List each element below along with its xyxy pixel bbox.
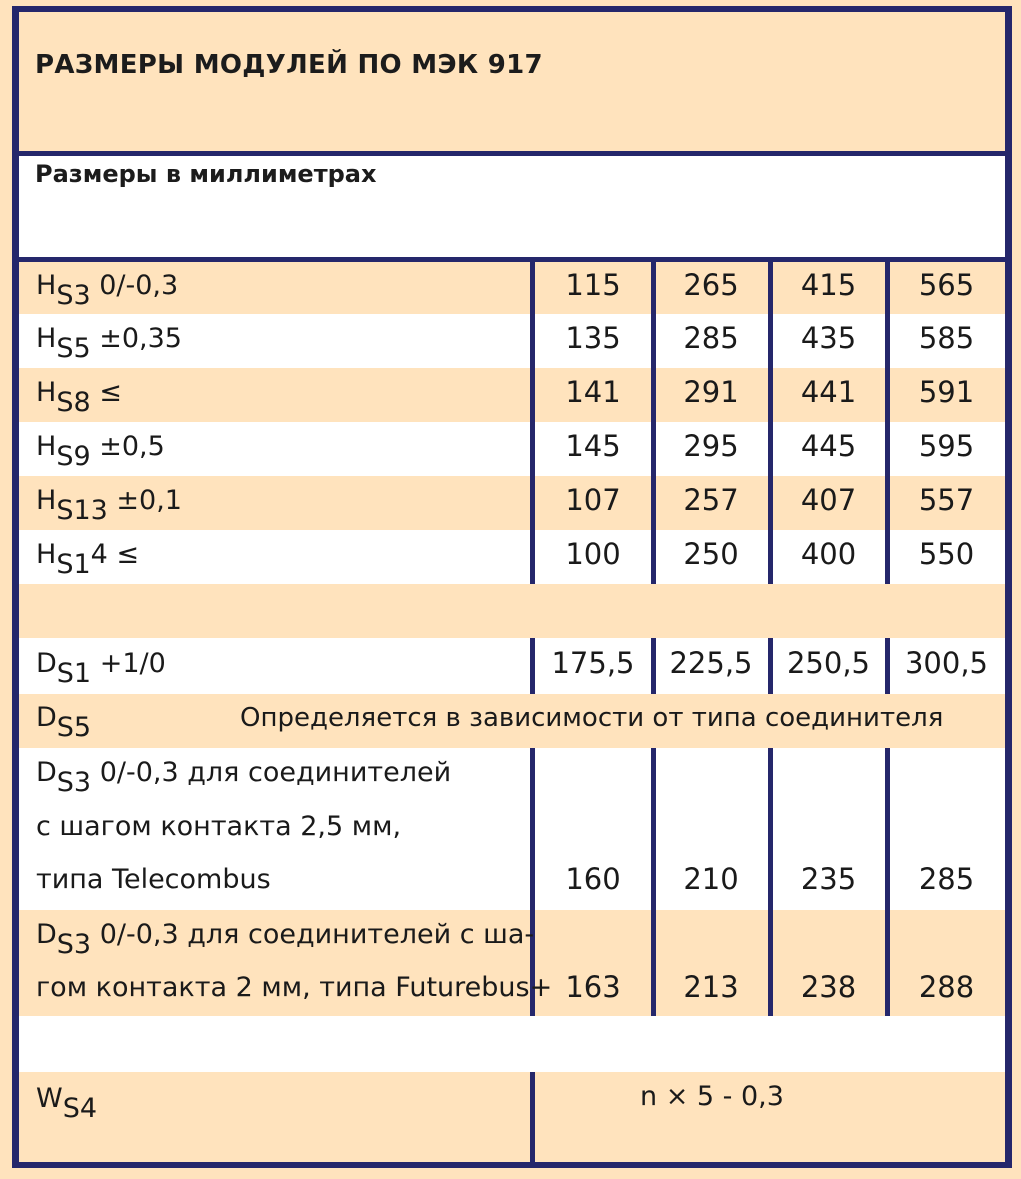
cell-value: 300,5 <box>904 646 989 680</box>
cell-value: 115 <box>565 268 621 302</box>
row-label-ds3-telecombus: $D_{S3}$ 0/-0,3 для соединителей <box>36 757 452 798</box>
divider-subtitle <box>12 257 1012 262</box>
table-title: РАЗМЕРЫ МОДУЛЕЙ ПО МЭК 917 <box>35 50 543 80</box>
cell-value: 238 <box>800 970 857 1004</box>
cell-value: 557 <box>918 483 975 517</box>
border-right <box>1005 6 1012 1168</box>
cell-value: 225,5 <box>669 646 753 680</box>
cell-value: 175,5 <box>551 646 635 680</box>
border-left <box>12 6 19 1168</box>
cell-value: 285 <box>918 862 975 896</box>
cell-value: 407 <box>800 483 857 517</box>
cell-value: 415 <box>800 268 857 302</box>
row-label-hs3: $H_{S3}$ 0/-0,3 <box>36 270 179 311</box>
column-divider <box>768 262 773 584</box>
cell-value: 435 <box>800 321 857 355</box>
border-top <box>12 6 1012 12</box>
cell-value: 135 <box>565 321 621 355</box>
cell-value: 163 <box>565 970 621 1004</box>
cell-value: 291 <box>683 375 739 409</box>
cell-value: 441 <box>800 375 857 409</box>
cell-value: 591 <box>918 375 975 409</box>
cell-value: 210 <box>683 862 739 896</box>
cell-value: 285 <box>683 321 739 355</box>
row-band <box>19 1072 1005 1162</box>
cell-value: 295 <box>683 429 739 463</box>
column-divider <box>885 262 890 584</box>
row-label-hs14: $H_{S1}4$ ≤ <box>36 539 140 580</box>
cell-value: 250,5 <box>786 646 871 680</box>
divider-title <box>12 151 1012 156</box>
row-label-hs5: $H_{S5} \pm 0,35$ <box>36 323 182 364</box>
cell-value: 213 <box>683 970 739 1004</box>
title-band <box>19 12 1005 151</box>
units-subtitle: Размеры в миллиметрах <box>35 160 377 188</box>
cell-value: 550 <box>918 537 975 571</box>
column-divider <box>651 262 656 584</box>
cell-value: 100 <box>565 537 621 571</box>
row-label-ws4: $W_{S4}$ <box>36 1083 98 1124</box>
cell-value: 445 <box>800 429 857 463</box>
row-label-ds3-futurebus: $D_{S3}$ 0/-0,3 для соединителей с ша- <box>36 919 535 960</box>
column-divider <box>530 1072 535 1162</box>
ws4-formula: n × 5 - 0,3 <box>640 1081 784 1112</box>
cell-value: 107 <box>565 483 621 517</box>
row-label-line: типа Telecombus <box>36 864 271 895</box>
row-label-hs9: $H_{S9} \pm 0,5$ <box>36 431 165 472</box>
cell-value: 585 <box>918 321 975 355</box>
row-label-hs8: $H_{S8}$ ≤ <box>36 377 122 418</box>
row-label-hs13: $H_{S13} \pm 0,1$ <box>36 485 182 526</box>
row-label-line: с шагом контакта 2,5 мм, <box>36 811 402 842</box>
row-label-ds5: $D_{S5}$ <box>36 702 92 743</box>
cell-value: 235 <box>800 862 857 896</box>
ds5-note: Определяется в зависимости от типа соединителя <box>240 703 944 733</box>
column-divider <box>530 262 535 584</box>
spacer-band <box>19 1016 1005 1072</box>
cell-value: 288 <box>918 970 975 1004</box>
row-label-line: гом контакта 2 мм, типа Futurebus+ <box>36 972 553 1003</box>
cell-value: 160 <box>565 862 621 896</box>
cell-value: 265 <box>683 268 739 302</box>
cell-value: 141 <box>565 375 621 409</box>
border-bottom <box>12 1162 1012 1168</box>
cell-value: 400 <box>800 537 857 571</box>
cell-value: 145 <box>565 429 621 463</box>
spacer-band <box>19 584 1005 638</box>
cell-value: 595 <box>918 429 975 463</box>
cell-value: 250 <box>683 537 739 571</box>
cell-value: 257 <box>683 483 739 517</box>
row-label-ds1: $D_{S1} +1/0$ <box>36 648 166 689</box>
cell-value: 565 <box>918 268 975 302</box>
